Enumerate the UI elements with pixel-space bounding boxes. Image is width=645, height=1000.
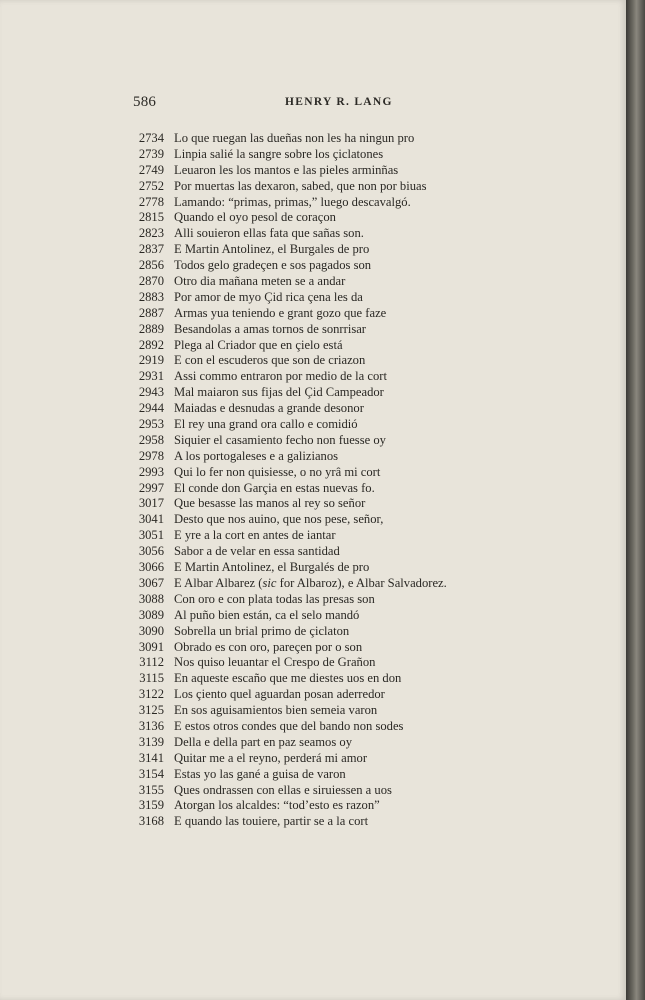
verse-row bbox=[128, 528, 608, 544]
verse-number: 2997 bbox=[138, 480, 164, 495]
verse-text: En sos aguisamientos bien semeia varon bbox=[174, 703, 378, 718]
verse-number: 3090 bbox=[138, 623, 164, 638]
verse-row bbox=[128, 369, 608, 385]
verse-row bbox=[128, 163, 608, 179]
page-number: 586 bbox=[133, 94, 157, 110]
verse-number: 3088 bbox=[138, 591, 164, 606]
verse-row bbox=[128, 608, 608, 624]
verse-text: Que besasse las manos al rey so señor bbox=[174, 496, 366, 511]
verse-number: 3056 bbox=[138, 544, 164, 559]
verse-text: Los çiento quel aguardan posan aderredor bbox=[174, 687, 385, 702]
verse-row bbox=[128, 640, 608, 656]
verse-row bbox=[128, 592, 608, 608]
verse-number: 2993 bbox=[138, 464, 164, 479]
verse-number: 2734 bbox=[138, 131, 164, 145]
verse-row bbox=[128, 671, 608, 687]
verse-number: 2739 bbox=[138, 146, 164, 161]
verse-number: 2837 bbox=[138, 242, 164, 257]
verse-number: 2778 bbox=[138, 194, 164, 209]
verse-row bbox=[128, 624, 608, 640]
verse-text: Otro dia mañana meten se a andar bbox=[174, 274, 346, 289]
verse-row bbox=[128, 353, 608, 369]
verse-row bbox=[128, 290, 608, 306]
book-spine bbox=[626, 0, 645, 1000]
verse-text: E con el escuderos que son de criazon bbox=[174, 353, 366, 368]
verse-number: 2944 bbox=[138, 401, 164, 416]
verse-text: Por muertas las dexaron, sabed, que non por biuas bbox=[174, 178, 427, 193]
verse-row bbox=[128, 401, 608, 417]
verse-number: 2752 bbox=[138, 178, 164, 193]
verse-row bbox=[128, 338, 608, 354]
verse-text: Alli souieron ellas fata que sañas son. bbox=[174, 226, 364, 241]
verse-text: Todos gelo gradeçen e sos pagados son bbox=[174, 258, 372, 273]
verse-text: Siquier el casamiento fecho non fuesse oy bbox=[174, 432, 386, 447]
verse-text: Qui lo fer non quisiesse, o no yrâ mi cort bbox=[174, 464, 381, 479]
verse-row bbox=[128, 210, 608, 226]
verse-number: 2958 bbox=[138, 432, 164, 447]
verse-number: 3159 bbox=[138, 798, 164, 813]
verse-row bbox=[128, 719, 608, 735]
running-head bbox=[133, 94, 393, 114]
verse-text: E Martin Antolinez, el Burgales de pro bbox=[174, 242, 370, 257]
verse-text: Al puño bien están, ca el selo mandó bbox=[174, 607, 360, 622]
verse-row bbox=[128, 433, 608, 449]
verse-text: A los portogaleses e a galizianos bbox=[174, 448, 339, 463]
verse-text: Lamando: “primas, primas,” luego descavalgó. bbox=[174, 194, 411, 209]
verse-row bbox=[128, 783, 608, 799]
verse-text: Desto que nos auino, que nos pese, señor, bbox=[174, 512, 384, 527]
verse-row bbox=[128, 655, 608, 671]
verse-text: E quando las touiere, partir se a la cort bbox=[174, 814, 369, 829]
verse-number: 2823 bbox=[138, 226, 164, 241]
verse-text: E Albar Albarez (sic for Albaroz), e Albar Salvadorez. bbox=[174, 575, 447, 590]
verse-row bbox=[128, 258, 608, 274]
verse-number: 2749 bbox=[138, 162, 164, 177]
verse-row bbox=[128, 385, 608, 401]
verse-number: 2931 bbox=[138, 369, 164, 384]
verse-text: Armas yua teniendo e grant gozo que faze bbox=[174, 305, 387, 320]
verse-text: Por amor de myo Çid rica çena les da bbox=[174, 289, 363, 304]
verse-row bbox=[128, 767, 608, 783]
verse-row bbox=[128, 735, 608, 751]
verse-number: 3136 bbox=[138, 718, 164, 733]
verse-text: El conde don Garçia en estas nuevas fo. bbox=[174, 480, 375, 495]
verse-number: 3125 bbox=[138, 703, 164, 718]
verse-row bbox=[128, 147, 608, 163]
verse-number: 3155 bbox=[138, 782, 164, 797]
verse-number: 3066 bbox=[138, 560, 164, 575]
verse-number: 2978 bbox=[138, 448, 164, 463]
verse-row bbox=[128, 576, 608, 592]
verse-text: Atorgan los alcaldes: “tod’esto es razon” bbox=[174, 798, 380, 813]
verse-text: Lo que ruegan las dueñas non les ha ningun pro bbox=[174, 131, 415, 145]
verse-text: Sobrella un brial primo de çiclaton bbox=[174, 623, 350, 638]
verse-number: 3139 bbox=[138, 734, 164, 749]
verse-row bbox=[128, 751, 608, 767]
verse-number: 3168 bbox=[138, 814, 164, 829]
verse-row bbox=[128, 195, 608, 211]
verse-number: 3089 bbox=[138, 607, 164, 622]
verse-text: E yre a la cort en antes de iantar bbox=[174, 528, 336, 543]
verse-number: 3141 bbox=[138, 750, 164, 765]
verse-number: 2892 bbox=[138, 337, 164, 352]
verse-text: Nos quiso leuantar el Crespo de Grañon bbox=[174, 655, 376, 670]
verse-number: 2943 bbox=[138, 385, 164, 400]
verse-text: Leuaron les los mantos e las pieles arminñas bbox=[174, 162, 399, 177]
verse-row bbox=[128, 449, 608, 465]
verse-text: El rey una grand ora callo e comidió bbox=[174, 417, 358, 432]
verse-text: E estos otros condes que del bando non sodes bbox=[174, 718, 404, 733]
verse-number: 3091 bbox=[138, 639, 164, 654]
verse-text: E Martin Antolinez, el Burgalés de pro bbox=[174, 560, 370, 575]
verse-row bbox=[128, 544, 608, 560]
verse-number: 3067 bbox=[138, 575, 164, 590]
verse-number: 2889 bbox=[138, 321, 164, 336]
verse-text: Della e della part en paz seamos oy bbox=[174, 734, 352, 749]
verse-text: Mal maiaron sus fijas del Çid Campeador bbox=[174, 385, 384, 400]
verse-row bbox=[128, 798, 608, 814]
verse-number: 2953 bbox=[138, 417, 164, 432]
verse-row bbox=[128, 560, 608, 576]
verse-number: 2887 bbox=[138, 305, 164, 320]
verse-number: 2815 bbox=[138, 210, 164, 225]
verse-number: 2883 bbox=[138, 289, 164, 304]
verse-number: 2919 bbox=[138, 353, 164, 368]
verse-text: Quando el oyo pesol de coraçon bbox=[174, 210, 336, 225]
verse-text: Linpia salié la sangre sobre los çiclatones bbox=[174, 146, 384, 161]
running-title: HENRY R. LANG bbox=[285, 96, 393, 108]
verse-text: Estas yo las gané a guisa de varon bbox=[174, 766, 346, 781]
verse-number: 3017 bbox=[138, 496, 164, 511]
verse-row bbox=[128, 481, 608, 497]
verse-text: Quitar me a el reyno, perderá mi amor bbox=[174, 750, 368, 765]
verse-row bbox=[128, 131, 608, 147]
verse-text: Sabor a de velar en essa santidad bbox=[174, 544, 340, 559]
verse-text: Ques ondrassen con ellas e siruiessen a uos bbox=[174, 782, 392, 797]
verse-text: Besandolas a amas tornos de sonrrisar bbox=[174, 321, 367, 336]
verse-number: 3041 bbox=[138, 512, 164, 527]
verse-number: 2870 bbox=[138, 274, 164, 289]
verse-text: Maiadas e desnudas a grande desonor bbox=[174, 401, 364, 416]
verse-number: 3122 bbox=[138, 687, 164, 702]
verse-row bbox=[128, 417, 608, 433]
verse-row bbox=[128, 703, 608, 719]
verse-row bbox=[128, 322, 608, 338]
verse-number: 3115 bbox=[139, 671, 164, 686]
verse-number: 3051 bbox=[138, 528, 164, 543]
verse-row bbox=[128, 814, 608, 830]
verse-text: Plega al Criador que en çielo está bbox=[174, 337, 343, 352]
verse-text: Con oro e con plata todas las presas son bbox=[174, 591, 375, 606]
verse-text: Obrado es con oro, pareçen por o son bbox=[174, 639, 363, 654]
verse-number: 3112 bbox=[139, 655, 164, 670]
verse-row bbox=[128, 306, 608, 322]
verse-list bbox=[128, 131, 608, 830]
verse-row bbox=[128, 496, 608, 512]
verse-number: 3154 bbox=[138, 766, 164, 781]
verse-text: En aqueste escaño que me diestes uos en don bbox=[174, 671, 402, 686]
verse-row bbox=[128, 179, 608, 195]
verse-row bbox=[128, 465, 608, 481]
verse-row bbox=[128, 242, 608, 258]
verse-text: Assi commo entraron por medio de la cort bbox=[174, 369, 387, 384]
verse-row bbox=[128, 512, 608, 528]
verse-row bbox=[128, 226, 608, 242]
verse-row bbox=[128, 274, 608, 290]
verse-row bbox=[128, 687, 608, 703]
verse-number: 2856 bbox=[138, 258, 164, 273]
